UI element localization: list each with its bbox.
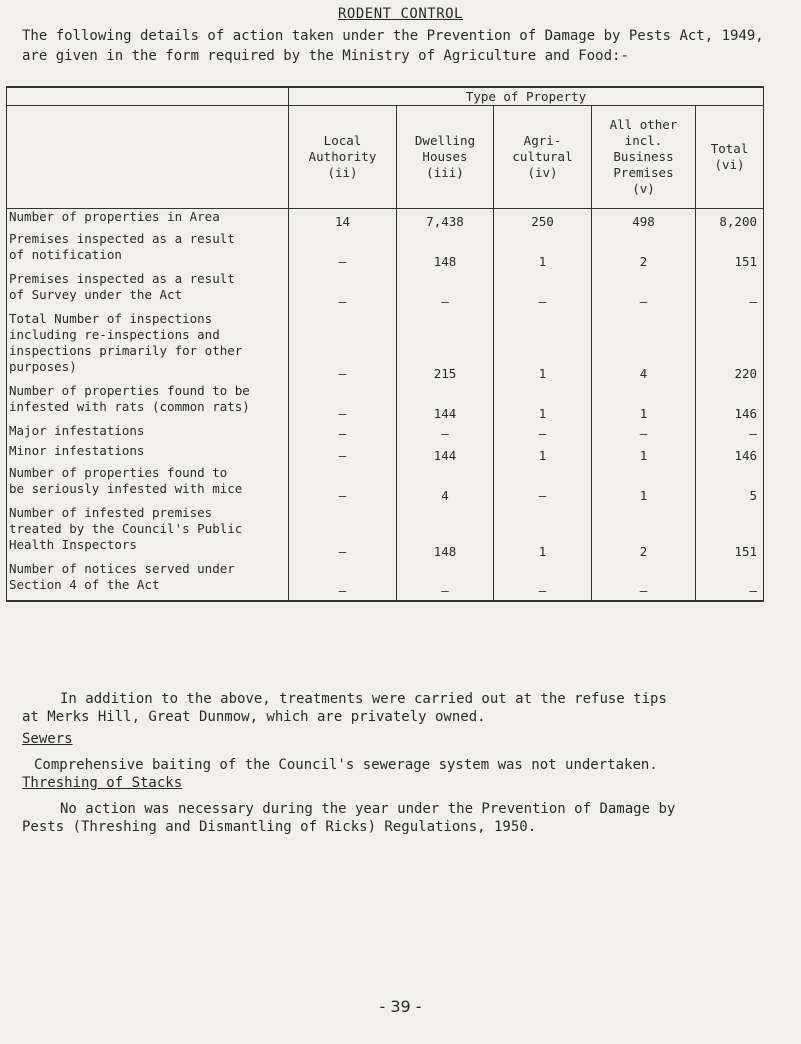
corner-cell bbox=[7, 87, 289, 106]
row-label: Number of infested premises treated by the Council's Public Health Inspectors bbox=[7, 505, 289, 561]
column-header-line: Business bbox=[613, 149, 674, 164]
table-cell: 220 bbox=[696, 311, 764, 383]
column-header bbox=[592, 106, 696, 209]
row-label: Total Number of inspections including re-inspections and inspections primarily for other purposes) bbox=[7, 311, 289, 383]
table-cell: 151 bbox=[696, 231, 764, 271]
table-cell: – bbox=[289, 383, 397, 423]
table-cell: – bbox=[397, 271, 494, 311]
table-cell: 146 bbox=[696, 443, 764, 465]
table-cell: 1 bbox=[592, 383, 696, 423]
table-cell: – bbox=[397, 561, 494, 601]
page-heading: RODENT CONTROL bbox=[337, 6, 463, 22]
table-cell: 1 bbox=[494, 231, 592, 271]
table-cell: – bbox=[289, 311, 397, 383]
table-cell: 148 bbox=[397, 505, 494, 561]
table-cell: – bbox=[289, 465, 397, 505]
column-header-line: Premises bbox=[613, 165, 674, 180]
row-label: Minor infestations bbox=[7, 443, 289, 465]
table-cell: – bbox=[494, 423, 592, 443]
table-cell: 1 bbox=[592, 443, 696, 465]
column-header bbox=[494, 106, 592, 209]
additional-treatment-line-1: In addition to the above, treatments were carried out at the refuse tips bbox=[60, 691, 667, 707]
table-cell: – bbox=[289, 271, 397, 311]
table-cell: 215 bbox=[397, 311, 494, 383]
column-header bbox=[696, 106, 764, 209]
table-cell: 8,200 bbox=[696, 209, 764, 231]
page-number: - 39 - bbox=[379, 997, 422, 1016]
table-cell: – bbox=[696, 561, 764, 601]
table-cell: 148 bbox=[397, 231, 494, 271]
table-cell: – bbox=[494, 271, 592, 311]
table-cell: – bbox=[289, 561, 397, 601]
table-cell: – bbox=[289, 443, 397, 465]
row-label: Number of properties in Area bbox=[7, 209, 289, 231]
sewers-text: Comprehensive baiting of the Council's sewerage system was not undertaken. bbox=[34, 757, 658, 773]
table-cell: – bbox=[592, 561, 696, 601]
table-row bbox=[7, 423, 764, 443]
row-label: Number of notices served under Section 4 of the Act bbox=[7, 561, 289, 601]
table-row bbox=[7, 231, 764, 271]
sewers-heading: Sewers bbox=[22, 731, 73, 747]
table-row bbox=[7, 443, 764, 465]
table-cell: 4 bbox=[397, 465, 494, 505]
table-cell: 1 bbox=[494, 383, 592, 423]
table-cell: – bbox=[494, 465, 592, 505]
table-cell: 2 bbox=[592, 505, 696, 561]
table-row bbox=[7, 383, 764, 423]
table-cell: 144 bbox=[397, 443, 494, 465]
table-row bbox=[7, 561, 764, 601]
threshing-text-line-2: Pests (Threshing and Dismantling of Ricks) Regulations, 1950. bbox=[22, 819, 537, 835]
intro-paragraph: The following details of action taken under the Prevention of Damage by Pests Act, 1949, are given in the form required by the Ministry of Agriculture and Food:- bbox=[22, 28, 764, 64]
table-cell: – bbox=[397, 423, 494, 443]
column-header-line: incl. bbox=[624, 133, 663, 148]
column-header-line: (iii) bbox=[426, 165, 464, 180]
table-cell: – bbox=[289, 505, 397, 561]
table-cell: – bbox=[289, 423, 397, 443]
column-header-line: Agri- bbox=[523, 133, 562, 148]
rodent-control-table bbox=[6, 86, 764, 602]
table-cell: 250 bbox=[494, 209, 592, 231]
table-cell: 14 bbox=[289, 209, 397, 231]
table-cell: 146 bbox=[696, 383, 764, 423]
row-label: Premises inspected as a result of notification bbox=[7, 231, 289, 271]
row-label: Major infestations bbox=[7, 423, 289, 443]
column-header-line: (vi) bbox=[714, 157, 745, 172]
row-label: Premises inspected as a result of Survey under the Act bbox=[7, 271, 289, 311]
row-label: Number of properties found to be infested with rats (common rats) bbox=[7, 383, 289, 423]
column-header-line: All other bbox=[609, 117, 678, 132]
table-cell: 5 bbox=[696, 465, 764, 505]
label-column-header bbox=[7, 106, 289, 209]
column-header-line: (ii) bbox=[327, 165, 358, 180]
group-header: Type of Property bbox=[289, 87, 764, 106]
table-cell: – bbox=[289, 231, 397, 271]
table-cell: 144 bbox=[397, 383, 494, 423]
threshing-text-line-1: No action was necessary during the year under the Prevention of Damage by bbox=[60, 801, 676, 817]
table-cell: 1 bbox=[494, 311, 592, 383]
table-cell: 2 bbox=[592, 231, 696, 271]
table-row bbox=[7, 271, 764, 311]
table-cell: – bbox=[592, 423, 696, 443]
column-header-line: Authority bbox=[308, 149, 377, 164]
table-cell: 1 bbox=[494, 505, 592, 561]
column-header bbox=[289, 106, 397, 209]
column-header-line: (iv) bbox=[527, 165, 558, 180]
column-header-line: cultural bbox=[512, 149, 573, 164]
table-cell: – bbox=[696, 271, 764, 311]
table-cell: – bbox=[696, 423, 764, 443]
column-header-line: Local bbox=[323, 133, 362, 148]
table-row bbox=[7, 505, 764, 561]
additional-treatment-line-2: at Merks Hill, Great Dunmow, which are privately owned. bbox=[22, 709, 486, 725]
threshing-heading: Threshing of Stacks bbox=[22, 775, 183, 791]
table-cell: 4 bbox=[592, 311, 696, 383]
column-header bbox=[397, 106, 494, 209]
table-cell: 1 bbox=[592, 465, 696, 505]
table-row bbox=[7, 465, 764, 505]
table-cell: 498 bbox=[592, 209, 696, 231]
table-cell: 7,438 bbox=[397, 209, 494, 231]
table-cell: 151 bbox=[696, 505, 764, 561]
table-cell: – bbox=[494, 561, 592, 601]
table-cell: – bbox=[592, 271, 696, 311]
after-table-text bbox=[0, 690, 801, 836]
table-row bbox=[7, 311, 764, 383]
table-row bbox=[7, 209, 764, 231]
column-header-line: (v) bbox=[632, 181, 655, 196]
table-cell: 1 bbox=[494, 443, 592, 465]
row-label: Number of properties found to be seriously infested with mice bbox=[7, 465, 289, 505]
column-header-line: Dwelling bbox=[414, 133, 476, 148]
column-header-line: Total bbox=[710, 141, 749, 156]
column-header-line: Houses bbox=[422, 149, 468, 164]
